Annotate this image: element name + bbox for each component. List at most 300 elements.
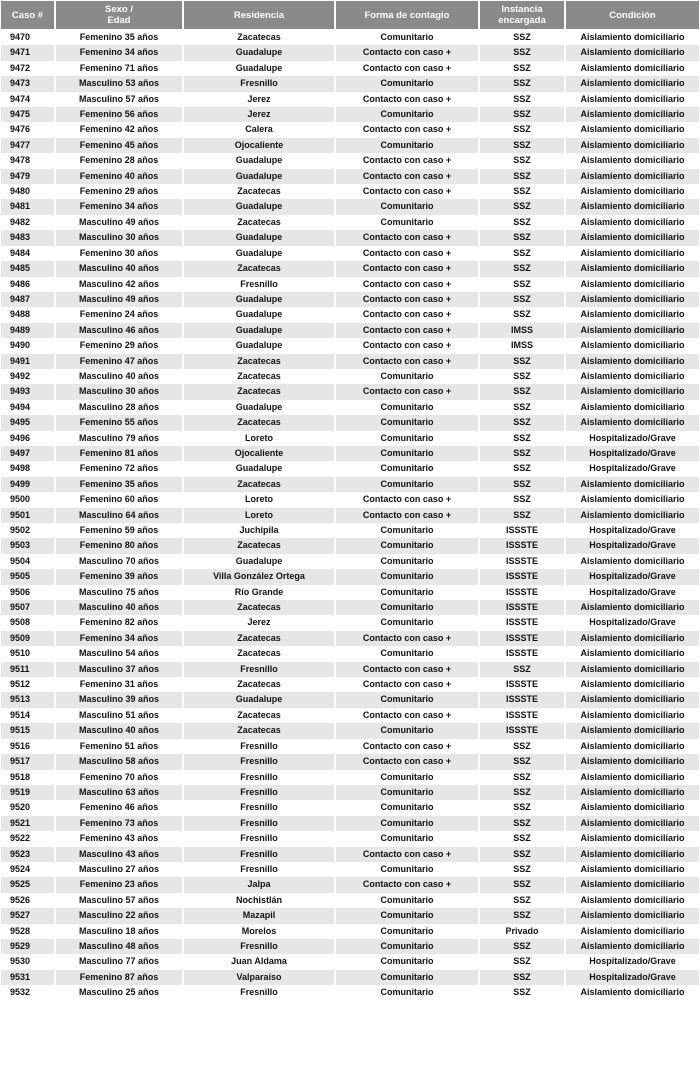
case-number-cell: 9515	[1, 723, 55, 738]
residence-cell: Zacatecas	[183, 354, 335, 369]
sex-age-cell: Masculino 51 años	[55, 708, 183, 723]
contagion-cell: Comunitario	[335, 970, 479, 985]
institution-cell: SSZ	[479, 199, 565, 214]
table-row	[1, 908, 699, 923]
table-row	[1, 677, 699, 692]
table-row	[1, 754, 699, 769]
sex-age-cell: Masculino 30 años	[55, 230, 183, 245]
institution-cell: SSZ	[479, 446, 565, 461]
case-number-cell: 9477	[1, 138, 55, 153]
table-row	[1, 508, 699, 523]
institution-cell: SSZ	[479, 277, 565, 292]
institution-cell: SSZ	[479, 461, 565, 476]
sex-age-cell: Masculino 25 años	[55, 985, 183, 1000]
institution-cell: SSZ	[479, 770, 565, 785]
residence-cell: Guadalupe	[183, 230, 335, 245]
institution-cell: SSZ	[479, 230, 565, 245]
institution-cell: SSZ	[479, 30, 565, 46]
header-age-line: Edad	[107, 15, 131, 26]
table-row	[1, 785, 699, 800]
contagion-cell: Comunitario	[335, 908, 479, 923]
condition-cell: Hospitalizado/Grave	[565, 615, 699, 630]
case-number-cell: 9520	[1, 800, 55, 815]
table-row	[1, 369, 699, 384]
residence-cell: Zacatecas	[183, 261, 335, 276]
condition-cell: Aislamiento domiciliario	[565, 692, 699, 707]
residence-cell: Guadalupe	[183, 554, 335, 569]
residence-cell: Nochistlán	[183, 893, 335, 908]
table-row	[1, 92, 699, 107]
header-sex-line: Sexo /	[105, 4, 133, 15]
condition-cell: Aislamiento domiciliario	[565, 369, 699, 384]
institution-cell: SSZ	[479, 292, 565, 307]
condition-cell: Aislamiento domiciliario	[565, 739, 699, 754]
table-row	[1, 615, 699, 630]
case-number-cell: 9470	[1, 30, 55, 46]
residence-cell: Guadalupe	[183, 45, 335, 60]
institution-cell: SSZ	[479, 431, 565, 446]
institution-cell: SSZ	[479, 785, 565, 800]
table-row	[1, 76, 699, 91]
sex-age-cell: Femenino 30 años	[55, 246, 183, 261]
table-row	[1, 138, 699, 153]
header-row	[1, 1, 699, 30]
case-number-cell: 9523	[1, 847, 55, 862]
condition-cell: Aislamiento domiciliario	[565, 215, 699, 230]
residence-cell: Jerez	[183, 92, 335, 107]
sex-age-cell: Femenino 70 años	[55, 770, 183, 785]
residence-cell: Fresnillo	[183, 985, 335, 1000]
case-number-cell: 9526	[1, 893, 55, 908]
sex-age-cell: Masculino 18 años	[55, 924, 183, 939]
contagion-cell: Contacto con caso +	[335, 754, 479, 769]
contagion-cell: Comunitario	[335, 446, 479, 461]
condition-cell: Hospitalizado/Grave	[565, 970, 699, 985]
case-number-cell: 9487	[1, 292, 55, 307]
table-row	[1, 446, 699, 461]
contagion-cell: Contacto con caso +	[335, 631, 479, 646]
contagion-cell: Comunitario	[335, 431, 479, 446]
table-row	[1, 877, 699, 892]
case-number-cell: 9503	[1, 538, 55, 553]
sex-age-cell: Femenino 73 años	[55, 816, 183, 831]
header-condition: Condición	[565, 1, 699, 30]
residence-cell: Guadalupe	[183, 338, 335, 353]
table-row	[1, 230, 699, 245]
sex-age-cell: Masculino 70 años	[55, 554, 183, 569]
condition-cell: Aislamiento domiciliario	[565, 893, 699, 908]
cases-table	[1, 1, 699, 1001]
institution-cell: ISSSTE	[479, 554, 565, 569]
case-number-cell: 9530	[1, 954, 55, 969]
contagion-cell: Comunitario	[335, 800, 479, 815]
case-number-cell: 9483	[1, 230, 55, 245]
sex-age-cell: Masculino 58 años	[55, 754, 183, 769]
condition-cell: Aislamiento domiciliario	[565, 384, 699, 399]
case-number-cell: 9507	[1, 600, 55, 615]
condition-cell: Aislamiento domiciliario	[565, 631, 699, 646]
sex-age-cell: Masculino 77 años	[55, 954, 183, 969]
institution-cell: SSZ	[479, 800, 565, 815]
table-row	[1, 954, 699, 969]
institution-cell: ISSSTE	[479, 538, 565, 553]
table-row	[1, 431, 699, 446]
sex-age-cell: Femenino 43 años	[55, 831, 183, 846]
contagion-cell: Contacto con caso +	[335, 492, 479, 507]
institution-cell: SSZ	[479, 122, 565, 137]
table-row	[1, 970, 699, 985]
contagion-cell: Contacto con caso +	[335, 153, 479, 168]
sex-age-cell: Masculino 79 años	[55, 431, 183, 446]
sex-age-cell: Masculino 48 años	[55, 939, 183, 954]
case-number-cell: 9522	[1, 831, 55, 846]
residence-cell: Fresnillo	[183, 277, 335, 292]
condition-cell: Aislamiento domiciliario	[565, 508, 699, 523]
header-case-number: Caso #	[1, 1, 55, 30]
case-number-cell: 9500	[1, 492, 55, 507]
contagion-cell: Comunitario	[335, 107, 479, 122]
condition-cell: Aislamiento domiciliario	[565, 877, 699, 892]
contagion-cell: Contacto con caso +	[335, 230, 479, 245]
institution-cell: SSZ	[479, 877, 565, 892]
case-number-cell: 9472	[1, 61, 55, 76]
residence-cell: Fresnillo	[183, 785, 335, 800]
sex-age-cell: Femenino 87 años	[55, 970, 183, 985]
residence-cell: Guadalupe	[183, 692, 335, 707]
sex-age-cell: Masculino 75 años	[55, 585, 183, 600]
table-row	[1, 400, 699, 415]
table-row	[1, 61, 699, 76]
residence-cell: Jalpa	[183, 877, 335, 892]
residence-cell: Guadalupe	[183, 292, 335, 307]
table-row	[1, 45, 699, 60]
institution-cell: SSZ	[479, 215, 565, 230]
condition-cell: Aislamiento domiciliario	[565, 307, 699, 322]
sex-age-cell: Masculino 27 años	[55, 862, 183, 877]
institution-cell: SSZ	[479, 492, 565, 507]
sex-age-cell: Femenino 34 años	[55, 199, 183, 214]
contagion-cell: Contacto con caso +	[335, 184, 479, 199]
table-row	[1, 122, 699, 137]
condition-cell: Aislamiento domiciliario	[565, 831, 699, 846]
sex-age-cell: Masculino 40 años	[55, 261, 183, 276]
condition-cell: Hospitalizado/Grave	[565, 461, 699, 476]
contagion-cell: Comunitario	[335, 723, 479, 738]
contagion-cell: Contacto con caso +	[335, 122, 479, 137]
residence-cell: Guadalupe	[183, 246, 335, 261]
condition-cell: Aislamiento domiciliario	[565, 816, 699, 831]
residence-cell: Fresnillo	[183, 831, 335, 846]
condition-cell: Hospitalizado/Grave	[565, 523, 699, 538]
residence-cell: Loreto	[183, 508, 335, 523]
case-number-cell: 9475	[1, 107, 55, 122]
contagion-cell: Contacto con caso +	[335, 307, 479, 322]
institution-cell: ISSSTE	[479, 646, 565, 661]
sex-age-cell: Femenino 23 años	[55, 877, 183, 892]
contagion-cell: Comunitario	[335, 785, 479, 800]
sex-age-cell: Masculino 40 años	[55, 369, 183, 384]
table-row	[1, 646, 699, 661]
case-number-cell: 9511	[1, 662, 55, 677]
contagion-cell: Comunitario	[335, 600, 479, 615]
sex-age-cell: Femenino 80 años	[55, 538, 183, 553]
sex-age-cell: Masculino 57 años	[55, 92, 183, 107]
contagion-cell: Comunitario	[335, 415, 479, 430]
sex-age-cell: Masculino 22 años	[55, 908, 183, 923]
contagion-cell: Comunitario	[335, 816, 479, 831]
contagion-cell: Comunitario	[335, 138, 479, 153]
contagion-cell: Contacto con caso +	[335, 323, 479, 338]
residence-cell: Fresnillo	[183, 662, 335, 677]
residence-cell: Zacatecas	[183, 415, 335, 430]
condition-cell: Aislamiento domiciliario	[565, 662, 699, 677]
sex-age-cell: Masculino 43 años	[55, 847, 183, 862]
case-number-cell: 9508	[1, 615, 55, 630]
residence-cell: Zacatecas	[183, 708, 335, 723]
institution-cell: SSZ	[479, 508, 565, 523]
condition-cell: Aislamiento domiciliario	[565, 415, 699, 430]
institution-cell: SSZ	[479, 246, 565, 261]
residence-cell: Zacatecas	[183, 646, 335, 661]
sex-age-cell: Masculino 63 años	[55, 785, 183, 800]
residence-cell: Loreto	[183, 492, 335, 507]
contagion-cell: Comunitario	[335, 554, 479, 569]
condition-cell: Aislamiento domiciliario	[565, 677, 699, 692]
institution-cell: SSZ	[479, 739, 565, 754]
sex-age-cell: Masculino 28 años	[55, 400, 183, 415]
residence-cell: Zacatecas	[183, 538, 335, 553]
contagion-cell: Contacto con caso +	[335, 292, 479, 307]
institution-cell: IMSS	[479, 338, 565, 353]
table-row	[1, 554, 699, 569]
case-number-cell: 9517	[1, 754, 55, 769]
institution-cell: SSZ	[479, 107, 565, 122]
institution-cell: SSZ	[479, 92, 565, 107]
case-number-cell: 9489	[1, 323, 55, 338]
contagion-cell: Comunitario	[335, 523, 479, 538]
institution-cell: SSZ	[479, 954, 565, 969]
table-row	[1, 708, 699, 723]
condition-cell: Aislamiento domiciliario	[565, 45, 699, 60]
case-number-cell: 9471	[1, 45, 55, 60]
institution-cell: ISSSTE	[479, 723, 565, 738]
table-row	[1, 246, 699, 261]
case-number-cell: 9490	[1, 338, 55, 353]
case-number-cell: 9529	[1, 939, 55, 954]
sex-age-cell: Femenino 72 años	[55, 461, 183, 476]
table-row	[1, 816, 699, 831]
contagion-cell: Contacto con caso +	[335, 92, 479, 107]
institution-cell: SSZ	[479, 384, 565, 399]
condition-cell: Aislamiento domiciliario	[565, 939, 699, 954]
residence-cell: Loreto	[183, 431, 335, 446]
residence-cell: Zacatecas	[183, 677, 335, 692]
case-number-cell: 9478	[1, 153, 55, 168]
contagion-cell: Comunitario	[335, 477, 479, 492]
contagion-cell: Comunitario	[335, 369, 479, 384]
condition-cell: Aislamiento domiciliario	[565, 92, 699, 107]
institution-cell: SSZ	[479, 847, 565, 862]
case-number-cell: 9509	[1, 631, 55, 646]
condition-cell: Aislamiento domiciliario	[565, 600, 699, 615]
condition-cell: Aislamiento domiciliario	[565, 230, 699, 245]
condition-cell: Hospitalizado/Grave	[565, 569, 699, 584]
residence-cell: Río Grande	[183, 585, 335, 600]
header-institution-line2: encargada	[498, 15, 546, 26]
sex-age-cell: Femenino 29 años	[55, 184, 183, 199]
sex-age-cell: Femenino 29 años	[55, 338, 183, 353]
sex-age-cell: Masculino 39 años	[55, 692, 183, 707]
condition-cell: Aislamiento domiciliario	[565, 862, 699, 877]
contagion-cell: Contacto con caso +	[335, 508, 479, 523]
condition-cell: Aislamiento domiciliario	[565, 924, 699, 939]
condition-cell: Hospitalizado/Grave	[565, 538, 699, 553]
condition-cell: Aislamiento domiciliario	[565, 847, 699, 862]
condition-cell: Aislamiento domiciliario	[565, 30, 699, 46]
residence-cell: Guadalupe	[183, 153, 335, 168]
table-row	[1, 862, 699, 877]
residence-cell: Juan Aldama	[183, 954, 335, 969]
contagion-cell: Comunitario	[335, 30, 479, 46]
condition-cell: Aislamiento domiciliario	[565, 323, 699, 338]
table-row	[1, 523, 699, 538]
case-number-cell: 9492	[1, 369, 55, 384]
contagion-cell: Comunitario	[335, 831, 479, 846]
contagion-cell: Comunitario	[335, 985, 479, 1000]
condition-cell: Aislamiento domiciliario	[565, 354, 699, 369]
institution-cell: IMSS	[479, 323, 565, 338]
contagion-cell: Contacto con caso +	[335, 739, 479, 754]
residence-cell: Zacatecas	[183, 384, 335, 399]
table-row	[1, 169, 699, 184]
residence-cell: Ojocaliente	[183, 138, 335, 153]
sex-age-cell: Masculino 30 años	[55, 384, 183, 399]
residence-cell: Fresnillo	[183, 770, 335, 785]
institution-cell: SSZ	[479, 415, 565, 430]
contagion-cell: Contacto con caso +	[335, 677, 479, 692]
condition-cell: Aislamiento domiciliario	[565, 400, 699, 415]
residence-cell: Fresnillo	[183, 862, 335, 877]
sex-age-cell: Femenino 39 años	[55, 569, 183, 584]
sex-age-cell: Femenino 46 años	[55, 800, 183, 815]
residence-cell: Jerez	[183, 107, 335, 122]
case-number-cell: 9486	[1, 277, 55, 292]
sex-age-cell: Masculino 49 años	[55, 215, 183, 230]
condition-cell: Aislamiento domiciliario	[565, 800, 699, 815]
table-row	[1, 569, 699, 584]
condition-cell: Aislamiento domiciliario	[565, 169, 699, 184]
residence-cell: Guadalupe	[183, 199, 335, 214]
residence-cell: Zacatecas	[183, 723, 335, 738]
table-row	[1, 261, 699, 276]
sex-age-cell: Masculino 53 años	[55, 76, 183, 91]
table-row	[1, 461, 699, 476]
table-body	[1, 30, 699, 1001]
contagion-cell: Comunitario	[335, 585, 479, 600]
condition-cell: Aislamiento domiciliario	[565, 646, 699, 661]
sex-age-cell: Femenino 31 años	[55, 677, 183, 692]
case-number-cell: 9476	[1, 122, 55, 137]
sex-age-cell: Masculino 40 años	[55, 600, 183, 615]
case-number-cell: 9496	[1, 431, 55, 446]
contagion-cell: Contacto con caso +	[335, 246, 479, 261]
residence-cell: Fresnillo	[183, 939, 335, 954]
residence-cell: Fresnillo	[183, 847, 335, 862]
contagion-cell: Comunitario	[335, 893, 479, 908]
case-number-cell: 9516	[1, 739, 55, 754]
case-number-cell: 9480	[1, 184, 55, 199]
contagion-cell: Comunitario	[335, 461, 479, 476]
contagion-cell: Contacto con caso +	[335, 261, 479, 276]
case-number-cell: 9495	[1, 415, 55, 430]
condition-cell: Aislamiento domiciliario	[565, 122, 699, 137]
residence-cell: Guadalupe	[183, 400, 335, 415]
sex-age-cell: Femenino 55 años	[55, 415, 183, 430]
case-number-cell: 9527	[1, 908, 55, 923]
institution-cell: SSZ	[479, 400, 565, 415]
sex-age-cell: Femenino 40 años	[55, 169, 183, 184]
table-row	[1, 384, 699, 399]
sex-age-cell: Femenino 60 años	[55, 492, 183, 507]
contagion-cell: Contacto con caso +	[335, 169, 479, 184]
residence-cell: Zacatecas	[183, 30, 335, 46]
case-number-cell: 9481	[1, 199, 55, 214]
table-row	[1, 631, 699, 646]
condition-cell: Aislamiento domiciliario	[565, 754, 699, 769]
residence-cell: Calera	[183, 122, 335, 137]
contagion-cell: Contacto con caso +	[335, 384, 479, 399]
case-number-cell: 9510	[1, 646, 55, 661]
institution-cell: ISSSTE	[479, 677, 565, 692]
institution-cell: ISSSTE	[479, 615, 565, 630]
residence-cell: Fresnillo	[183, 754, 335, 769]
case-number-cell: 9514	[1, 708, 55, 723]
sex-age-cell: Femenino 34 años	[55, 45, 183, 60]
case-number-cell: 9474	[1, 92, 55, 107]
residence-cell: Fresnillo	[183, 800, 335, 815]
residence-cell: Juchipila	[183, 523, 335, 538]
condition-cell: Aislamiento domiciliario	[565, 338, 699, 353]
case-number-cell: 9519	[1, 785, 55, 800]
condition-cell: Aislamiento domiciliario	[565, 138, 699, 153]
table-row	[1, 538, 699, 553]
sex-age-cell: Femenino 45 años	[55, 138, 183, 153]
institution-cell: ISSSTE	[479, 523, 565, 538]
contagion-cell: Comunitario	[335, 199, 479, 214]
sex-age-cell: Femenino 35 años	[55, 477, 183, 492]
case-number-cell: 9528	[1, 924, 55, 939]
table-row	[1, 30, 699, 46]
institution-cell: Privado	[479, 924, 565, 939]
institution-cell: SSZ	[479, 477, 565, 492]
table-row	[1, 600, 699, 615]
sex-age-cell: Femenino 81 años	[55, 446, 183, 461]
residence-cell: Guadalupe	[183, 61, 335, 76]
institution-cell: ISSSTE	[479, 631, 565, 646]
contagion-cell: Contacto con caso +	[335, 45, 479, 60]
table-row	[1, 939, 699, 954]
table-row	[1, 893, 699, 908]
case-number-cell: 9488	[1, 307, 55, 322]
institution-cell: SSZ	[479, 754, 565, 769]
table-row	[1, 924, 699, 939]
condition-cell: Aislamiento domiciliario	[565, 985, 699, 1000]
table-row	[1, 153, 699, 168]
institution-cell: SSZ	[479, 970, 565, 985]
residence-cell: Fresnillo	[183, 739, 335, 754]
institution-cell: SSZ	[479, 354, 565, 369]
institution-cell: SSZ	[479, 307, 565, 322]
